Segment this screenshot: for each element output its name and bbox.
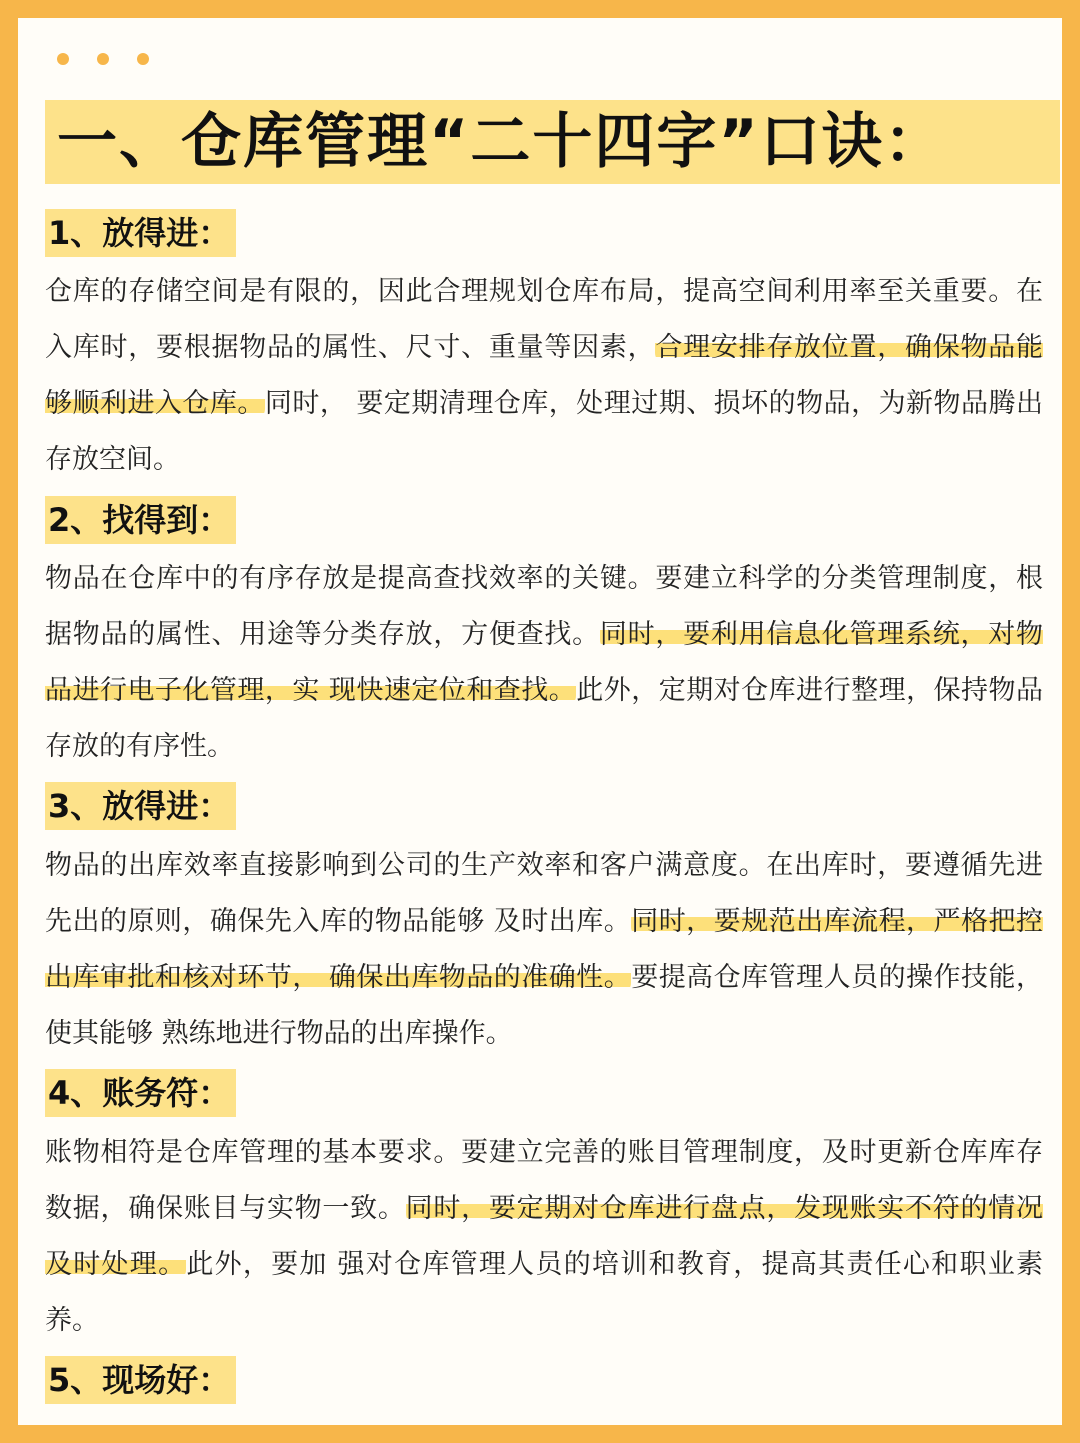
- section-4-heading: 4、账务符：: [45, 1069, 236, 1117]
- content-card: [18, 18, 1062, 1425]
- section-3-text-after: 要提高仓库管理人员的操作技能，使其能够 熟练地进行物品的出库操作。: [45, 962, 1043, 1049]
- section-2-paragraph: [45, 551, 1043, 775]
- section-1-text-after: 同时， 要定期清理仓库，处理过期、损坏的物品，为新物品腾出存放空间。: [45, 388, 1043, 475]
- section-2-text-after: 此外，定期对仓库进行整理，保持物品存放的有序性。: [45, 675, 1044, 762]
- section-3-heading: 3、放得进：: [45, 782, 236, 830]
- section-4-paragraph: [45, 1125, 1043, 1349]
- section-1-highlight: 合理安排存放位置，确保物品能够顺利进入仓库。: [45, 332, 1044, 419]
- window-dots: [57, 53, 149, 65]
- section-3-highlight: 同时，要规范出库流程，严格把控出库审批和核对环节， 确保出库物品的准确性。: [45, 906, 1043, 993]
- title-highlight: [45, 100, 1060, 184]
- dot-2: [97, 53, 109, 65]
- section-1-paragraph: [45, 264, 1043, 488]
- section-3-paragraph: [45, 838, 1043, 1062]
- section-1-heading: 1、放得进：: [45, 209, 236, 257]
- section-4-text-before: 账物相符是仓库管理的基本要求。要建立完善的账目管理制度，及时更新仓库库存数据，确保账目与实物一致。: [45, 1137, 1043, 1224]
- section-2-heading: 2、找得到：: [45, 496, 236, 544]
- section-2-text-before: 物品在仓库中的有序存放是提高查找效率的关键。要建立科学的分类管理制度，根据物品的属性、用途等分类存放，方便查找。: [45, 563, 1043, 650]
- section-2-highlight: 同时，要利用信息化管理系统，对物品进行电子化管理，实 现快速定位和查找。: [45, 619, 1044, 706]
- section-4-highlight: 同时，要定期对仓库进行盘点，发现账实不符的情况及时处理。: [45, 1193, 1044, 1280]
- page-title: 一、仓库管理“二十四字”口诀：: [57, 107, 946, 177]
- dot-3: [137, 53, 149, 65]
- section-1-text-before: 仓库的存储空间是有限的，因此合理规划仓库布局，提高空间利用率至关重要。在入库时，要根据物品的属性、尺寸、重量等因素，: [45, 276, 1043, 363]
- section-5-heading: 5、现场好：: [45, 1356, 236, 1404]
- dot-1: [57, 53, 69, 65]
- section-3-text-before: 物品的出库效率直接影响到公司的生产效率和客户满意度。在出库时，要遵循先进先出的原则，确保先入库的物品能够 及时出库。: [45, 850, 1043, 937]
- section-4-text-after: 此外，要加 强对仓库管理人员的培训和教育，提高其责任心和职业素养。: [45, 1249, 1043, 1336]
